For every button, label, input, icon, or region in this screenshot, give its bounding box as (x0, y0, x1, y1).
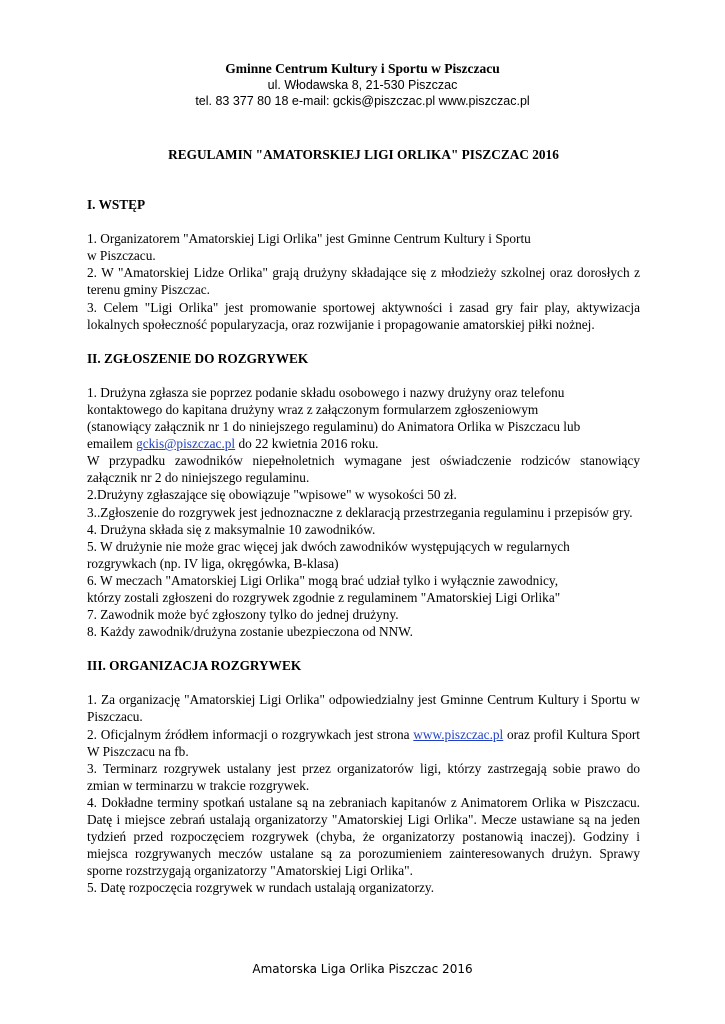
paragraph: W przypadku zawodników niepełnoletnich wymagane jest oświadczenie rodziców stanowiący załącznik nr 2 do niniejszego regulaminu. (87, 453, 640, 486)
paragraph: 5. W drużynie nie może grac więcej jak dwóch zawodników występujących w regularnych (87, 538, 570, 554)
website-link[interactable]: www.piszczac.pl (413, 726, 504, 742)
paragraph: 3. Celem "Ligi Orlika" jest promowanie sportowej aktywności i zasad gry fair play, aktywizacja lokalnych społeczność popularyzacja, oraz rozwijanie i propagowanie amatorskiej piłki nożnej. (87, 299, 640, 332)
paragraph: 2. W "Amatorskiej Lidze Orlika" grają drużyny składające się z młodzieży szkolnej oraz dorosłych z terenu gminy Piszczac. (87, 265, 640, 298)
text: oraz profil Kultura Sport W Piszczacu na fb. (87, 726, 640, 759)
paragraph: 4. Dokładne terminy spotkań ustalane są na zebraniach kapitanów z Animatorem Orlika w Piszczacu. Datę i miejsce zebrań ustalają organizatorzy "Amatorskiej Ligi Orlika". Mecze ustawiane są na jeden tydzień przed rozpoczęciem rozgrywek (chyba, że organizatorzy postanowią inaczej). Godziny i miejsca rozgrywanych meczów ustalane są za porozumieniem zainteresowanych drużyn. Sprawy sporne rozstrzygają organizatorzy "Amatorskiej Ligi Orlika". (87, 794, 640, 879)
org-contact: tel. 83 377 80 18 e-mail: gckis@piszczac.pl www.piszczac.pl (195, 94, 530, 108)
document-body (87, 146, 640, 896)
page-footer: Amatorska Liga Orlika Piszczac 2016 (252, 962, 473, 976)
paragraph: 5. Datę rozpoczęcia rozgrywek w rundach ustalają organizatorzy. (87, 880, 435, 896)
paragraph: 1. Organizatorem "Amatorskiej Ligi Orlika" jest Gminne Centrum Kultury i Sportu (87, 231, 531, 247)
text: 2. Oficjalnym źródłem informacji o rozgrywkach jest strona (87, 726, 414, 742)
text: do 22 kwietnia 2016 roku. (235, 436, 379, 452)
paragraph: którzy zostali zgłoszeni do rozgrywek zgodnie z regulaminem "Amatorskiej Ligi Orlika" (87, 589, 561, 605)
paragraph: w Piszczacu. (87, 248, 156, 264)
document-title: REGULAMIN "AMATORSKIEJ LIGI ORLIKA" PISZCZAC 2016 (168, 147, 559, 162)
paragraph: 4. Drużyna składa się z maksymalnie 10 zawodników. (87, 521, 376, 537)
email-link[interactable]: gckis@piszczac.pl (136, 436, 236, 452)
paragraph: 1. Drużyna zgłasza sie poprzez podanie składu osobowego i nazwy drużyny oraz telefonu (87, 384, 565, 400)
paragraph: 3. Terminarz rozgrywek ustalany jest przez organizatorów ligi, którzy zastrzegają sobie prawo do zmian w terminarzu w trakcie rozgrywek. (87, 760, 640, 793)
section-heading-intro: I. WSTĘP (87, 197, 146, 213)
paragraph: kontaktowego do kapitana drużyny wraz z załączonym formularzem zgłoszeniowym (87, 401, 539, 417)
section-heading-registration: II. ZGŁOSZENIE DO ROZGRYWEK (87, 350, 309, 366)
org-address: ul. Włodawska 8, 21-530 Piszczac (267, 78, 458, 92)
paragraph: rozgrywkach (np. IV liga, okręgówka, B-klasa) (87, 555, 339, 571)
paragraph: 1. Za organizację "Amatorskiej Ligi Orlika" odpowiedzialny jest Gminne Centrum Kultury i Sportu w Piszczacu. (87, 692, 640, 725)
paragraph (87, 435, 640, 452)
paragraph: 7. Zawodnik może być zgłoszony tylko do jednej drużyny. (87, 607, 399, 623)
paragraph: 8. Każdy zawodnik/drużyna zostanie ubezpieczona od NNW. (87, 624, 413, 640)
org-name: Gminne Centrum Kultury i Sportu w Piszczacu (225, 61, 500, 76)
paragraph: 6. W meczach "Amatorskiej Ligi Orlika" mogą brać udział tylko i wyłącznie zawodnicy, (87, 572, 559, 588)
text: emailem (87, 436, 137, 452)
paragraph: (stanowiący załącznik nr 1 do niniejszego regulaminu) do Animatora Orlika w Piszczacu lub (87, 419, 581, 435)
paragraph: 2.Drużyny zgłaszające się obowiązuje "wpisowe" w wysokości 50 zł. (87, 487, 457, 503)
section-heading-organization: III. ORGANIZACJA ROZGRYWEK (87, 658, 302, 674)
paragraph (87, 726, 640, 760)
paragraph: 3..Zgłoszenie do rozgrywek jest jednoznaczne z deklaracją przestrzegania regulaminu i przepisów gry. (87, 504, 633, 520)
letterhead (0, 60, 725, 109)
